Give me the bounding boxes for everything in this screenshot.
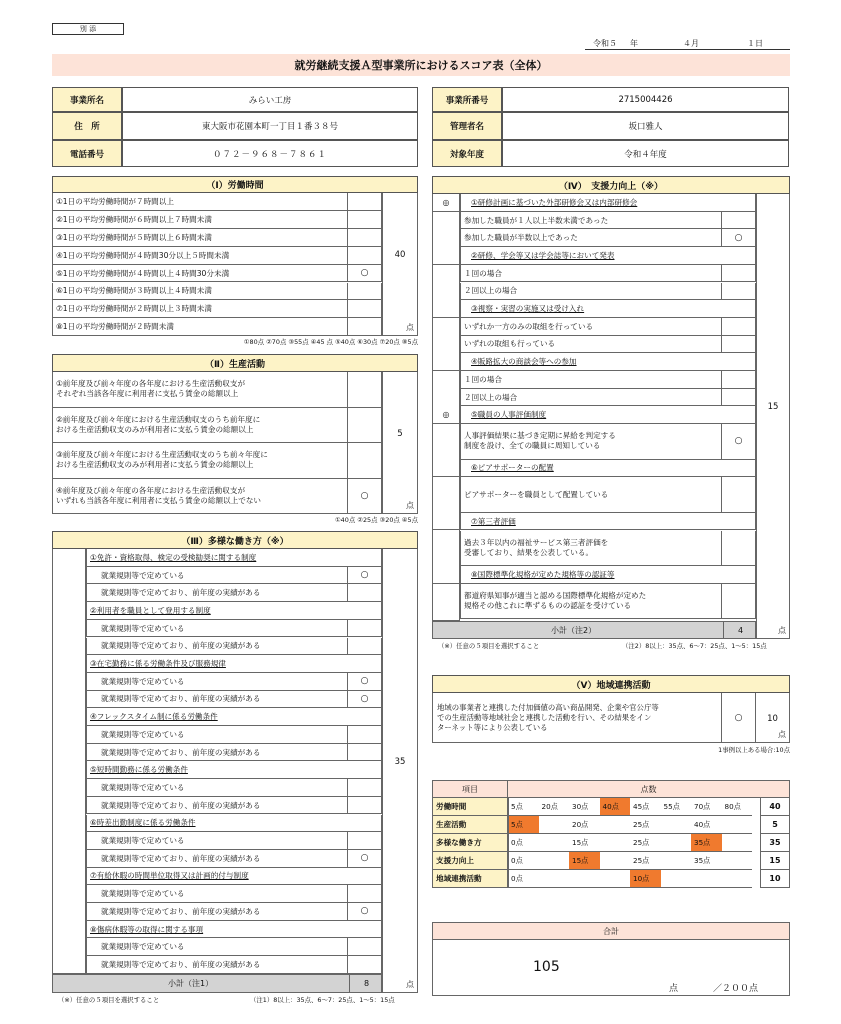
matrix-cell bbox=[722, 834, 753, 852]
page-title: 就労継続支援Ａ型事業所におけるスコア表（全体） bbox=[52, 54, 790, 76]
s5-text-line: での生産活動等地域社会と連携した活動を行い、その結果をイン bbox=[437, 713, 652, 722]
s4-head-mark bbox=[432, 353, 460, 371]
s2-item-line: それぞれ当該各年度に利用者に支払う賃金の総額以上 bbox=[56, 389, 239, 399]
year-value: 令和４年度 bbox=[502, 140, 789, 167]
s3-mark bbox=[348, 779, 382, 797]
s2-item-line: ③前年度及び前々年度における生産活動収支のうち前々年度に bbox=[56, 450, 268, 460]
s4-big-text bbox=[460, 531, 722, 567]
mgr-label: 管理者名 bbox=[432, 112, 502, 140]
s3-subtotal-label: 小計（注1） bbox=[168, 979, 214, 988]
s4-row: ２回以上の場合 bbox=[460, 283, 722, 301]
s1-mark bbox=[348, 211, 382, 229]
matrix-row-total: 10 bbox=[760, 870, 790, 888]
s2-mark bbox=[348, 443, 382, 479]
matrix-cell: 15点 bbox=[569, 852, 600, 870]
s4-mark bbox=[722, 389, 756, 407]
s3-group-head: ⑦有給休暇の時間単位取得又は計画的付与制度 bbox=[86, 868, 382, 886]
s4-note-right: （注2）8以上：35点、6～7：25点、1～5：15点 bbox=[622, 642, 767, 650]
s4-score-cell bbox=[756, 194, 790, 639]
s1-unit: 点 bbox=[406, 323, 414, 332]
matrix-cell: 5点 bbox=[508, 816, 539, 834]
s4-big-text-line: 人事評価結果に基づき定期に昇給を判定する bbox=[464, 431, 616, 441]
matrix-cell: 40点 bbox=[691, 816, 722, 834]
matrix-cell: 20点 bbox=[539, 798, 570, 816]
matrix-cell: 15点 bbox=[569, 834, 600, 852]
matrix-cell bbox=[539, 852, 570, 870]
s3-mark bbox=[348, 956, 382, 974]
matrix-cell bbox=[569, 870, 600, 888]
s4-group-head: ③視察・実習の実施又は受け入れ bbox=[460, 300, 756, 318]
matrix-row-label: 労働時間 bbox=[432, 798, 508, 816]
matrix-divider bbox=[508, 798, 509, 888]
s1-item: ⑥1日の平均労働時間が３時間以上４時間未満 bbox=[52, 283, 348, 301]
s1-item: ②1日の平均労働時間が６時間以上７時間未満 bbox=[52, 211, 348, 229]
s4-head-mark: ◎ bbox=[432, 406, 460, 424]
matrix-cell: 0点 bbox=[508, 870, 539, 888]
s3-mark: ○ bbox=[348, 691, 382, 709]
s3-group-head: ③在宅勤務に係る労働条件及び服務規律 bbox=[86, 655, 382, 673]
s5-unit: 点 bbox=[778, 730, 786, 739]
s2-mark bbox=[348, 408, 382, 444]
s3-row: 就業規則等で定めており、前年度の実績がある bbox=[86, 638, 348, 656]
s1-note: ①80点 ②70点 ③55点 ④45 点 ⑤40点 ⑥30点 ⑦20点 ⑧5点 bbox=[243, 338, 418, 346]
matrix-cell: 55点 bbox=[661, 798, 692, 816]
s4-head-mark bbox=[432, 566, 460, 584]
matrix-cell: 80点 bbox=[722, 798, 753, 816]
s4-subtotal-row bbox=[432, 621, 756, 639]
s3-mark bbox=[348, 797, 382, 815]
year-label: 対象年度 bbox=[432, 140, 502, 167]
s5-score-cell bbox=[756, 693, 790, 743]
s1-title: （Ⅰ）労働時間 bbox=[52, 176, 418, 193]
s1-item: ①1日の平均労働時間が７時間以上 bbox=[52, 193, 348, 211]
s3-row: 就業規則等で定めている bbox=[86, 779, 348, 797]
matrix-cell bbox=[722, 870, 753, 888]
matrix-row-total: 40 bbox=[760, 798, 790, 816]
s1-mark bbox=[348, 193, 382, 211]
matrix-cell bbox=[661, 870, 692, 888]
s5-text-line: 地域の事業者と連携した付加価値の高い商品開発、企業や官公庁等 bbox=[437, 703, 659, 712]
score-matrix bbox=[432, 780, 790, 888]
total-unit: 点 bbox=[669, 984, 679, 994]
s3-mark bbox=[348, 584, 382, 602]
s2-item bbox=[52, 443, 348, 479]
matrix-cell: 70点 bbox=[691, 798, 722, 816]
s3-mark: ○ bbox=[348, 567, 382, 585]
s3-row: 就業規則等で定めている bbox=[86, 726, 348, 744]
s3-row: 就業規則等で定めており、前年度の実績がある bbox=[86, 850, 348, 868]
s3-row: 就業規則等で定めている bbox=[86, 885, 348, 903]
date-day: １日 bbox=[747, 39, 763, 48]
s4-big-text-line: 過去３年以内の福祉サービス第三者評価を bbox=[464, 537, 609, 547]
s3-title: （Ⅲ）多様な働き方（※） bbox=[52, 531, 418, 549]
s1-item: ④1日の平均労働時間が４時間30分以上５時間未満 bbox=[52, 247, 348, 265]
s2-item-line: おける生産活動収支のみが利用者に支払う賃金の総額以上 bbox=[56, 460, 254, 470]
s2-item-line: いずれも当該各年度に利用者に支払う賃金の総額以上でない bbox=[56, 495, 262, 505]
date-line bbox=[585, 38, 790, 50]
matrix-row-label: 支援力向上 bbox=[432, 852, 508, 870]
s4-mark bbox=[722, 371, 756, 389]
addr-label: 住 所 bbox=[52, 112, 122, 140]
s2-score: 5 bbox=[397, 429, 403, 439]
s3-mark bbox=[348, 638, 382, 656]
date-era: 令和５ bbox=[593, 39, 617, 48]
s3-mark bbox=[348, 885, 382, 903]
s4-mark bbox=[722, 212, 756, 230]
s4-head-mark bbox=[432, 247, 460, 265]
s5-mark: ○ bbox=[722, 693, 756, 743]
no-value: 2715004426 bbox=[502, 87, 789, 112]
matrix-cell bbox=[722, 816, 753, 834]
s3-mark bbox=[348, 744, 382, 762]
s4-big-text-line: 規格その他これに準ずるものの認証を受けている bbox=[464, 600, 632, 610]
s2-score-cell bbox=[382, 372, 418, 514]
s4-row: ２回以上の場合 bbox=[460, 389, 722, 407]
s2-item bbox=[52, 372, 348, 408]
matrix-cell: 0点 bbox=[508, 834, 539, 852]
s3-group-head: ②利用者を職員として登用する制度 bbox=[86, 602, 382, 620]
s4-big-text-line: 都道府県知事が適当と認める国際標準化規格が定めた bbox=[464, 590, 647, 600]
matrix-cell bbox=[539, 816, 570, 834]
s1-score-cell bbox=[382, 193, 418, 336]
s4-head-mark bbox=[432, 460, 460, 478]
matrix-cell: 40点 bbox=[600, 798, 631, 816]
s3-row: 就業規則等で定めている bbox=[86, 567, 348, 585]
tel-label: 電話番号 bbox=[52, 140, 122, 167]
matrix-head-item: 項目 bbox=[432, 780, 508, 798]
s3-mark: ○ bbox=[348, 903, 382, 921]
s3-row: 就業規則等で定めており、前年度の実績がある bbox=[86, 903, 348, 921]
tel-value: ０７２－９６８－７８６１ bbox=[122, 140, 418, 167]
s1-mark: ○ bbox=[348, 265, 382, 283]
s4-title: （Ⅳ） 支援力向上（※） bbox=[432, 176, 790, 194]
s3-score-cell bbox=[382, 549, 418, 993]
s3-group-head: ⑧傷病休暇等の取得に関する事項 bbox=[86, 921, 382, 939]
s4-mark: ○ bbox=[722, 229, 756, 247]
s3-row: 就業規則等で定めている bbox=[86, 832, 348, 850]
s4-big-text bbox=[460, 477, 722, 513]
total-max: ／２００点 bbox=[713, 984, 759, 994]
s4-big-text-line: 受審しており、結果を公表している。 bbox=[464, 547, 594, 557]
matrix-cell bbox=[539, 870, 570, 888]
s3-group-head: ⑤短時間勤務に係る労働条件 bbox=[86, 761, 382, 779]
matrix-cell bbox=[691, 870, 722, 888]
s3-group-head: ⑥時差出勤制度に係る労働条件 bbox=[86, 815, 382, 833]
s1-mark bbox=[348, 229, 382, 247]
s4-row: １回の場合 bbox=[460, 371, 722, 389]
s4-score: 15 bbox=[767, 402, 779, 412]
s4-group-head: ④販路拡大の商談会等への参加 bbox=[460, 353, 756, 371]
matrix-row-total: 5 bbox=[760, 816, 790, 834]
s1-mark bbox=[348, 283, 382, 301]
s2-note: ①40点 ②25点 ③20点 ④5点 bbox=[334, 516, 418, 524]
s1-item: ⑤1日の平均労働時間が４時間以上４時間30分未満 bbox=[52, 265, 348, 283]
s4-group-head: ①研修計画に基づいた外部研修会又は内部研修会 bbox=[460, 194, 756, 212]
s2-title: （Ⅱ）生産活動 bbox=[52, 354, 418, 372]
matrix-cell bbox=[661, 816, 692, 834]
matrix-cell bbox=[722, 852, 753, 870]
matrix-cell bbox=[539, 834, 570, 852]
s4-subtotal-label: 小計（注2） bbox=[551, 626, 597, 635]
s3-note-left: （※）任意の５項目を選択すること bbox=[58, 996, 160, 1004]
s4-big-text-line: ピアサポーターを職員として配置している bbox=[464, 489, 609, 499]
matrix-head-points: 点数 bbox=[508, 780, 790, 798]
s2-unit: 点 bbox=[406, 501, 414, 510]
matrix-cell: 35点 bbox=[691, 834, 722, 852]
date-year: 年 bbox=[630, 39, 638, 48]
matrix-row-total: 35 bbox=[760, 834, 790, 852]
s2-mark bbox=[348, 372, 382, 408]
s4-head-mark bbox=[432, 300, 460, 318]
s5-title: （Ⅴ）地域連携活動 bbox=[432, 675, 790, 693]
addr-value: 東大阪市花園本町一丁目１番３８号 bbox=[122, 112, 418, 140]
s3-row: 就業規則等で定めており、前年度の実績がある bbox=[86, 584, 348, 602]
matrix-cell: 25点 bbox=[630, 834, 661, 852]
s3-note-right: （注1）8以上：35点、6～7：25点、1～5：15点 bbox=[250, 996, 395, 1004]
s4-group-head: ②研修、学会等又は学会誌等において発表 bbox=[460, 247, 756, 265]
s3-mark bbox=[348, 726, 382, 744]
matrix-row-total: 15 bbox=[760, 852, 790, 870]
total-label: 合計 bbox=[433, 923, 789, 940]
s3-mark bbox=[348, 620, 382, 638]
name-value: みらい工房 bbox=[122, 87, 418, 112]
s5-score: 10 bbox=[767, 714, 778, 724]
s4-row: 参加した職員が半数以上であった bbox=[460, 229, 722, 247]
s4-mark bbox=[722, 265, 756, 283]
s2-item-line: おける生産活動収支のみが利用者に支払う賃金の総額以上 bbox=[56, 424, 254, 434]
s5-text-line: ターネット等により公表している bbox=[437, 723, 548, 732]
matrix-cell bbox=[661, 834, 692, 852]
s4-big-text-line: 制度を設け、全ての職員に周知している bbox=[464, 441, 601, 451]
s3-mark bbox=[348, 832, 382, 850]
s1-mark bbox=[348, 318, 382, 336]
s4-mark bbox=[722, 584, 756, 620]
matrix-cell bbox=[661, 852, 692, 870]
total-box bbox=[432, 922, 790, 996]
total-value: 105 bbox=[533, 959, 560, 975]
s3-score: 35 bbox=[394, 757, 406, 767]
matrix-cell: 30点 bbox=[569, 798, 600, 816]
name-label: 事業所名 bbox=[52, 87, 122, 112]
s4-group-head: ⑤職員の人事評価制度 bbox=[460, 406, 756, 424]
matrix-cell: 25点 bbox=[630, 852, 661, 870]
s4-mark bbox=[722, 283, 756, 301]
s4-big-text bbox=[460, 584, 722, 620]
s3-row: 就業規則等で定めている bbox=[86, 673, 348, 691]
s3-subtotal: 8 bbox=[349, 975, 383, 992]
s4-mark bbox=[722, 531, 756, 567]
matrix-cell: 20点 bbox=[569, 816, 600, 834]
s4-mark: ○ bbox=[722, 424, 756, 460]
s3-row: 就業規則等で定めており、前年度の実績がある bbox=[86, 744, 348, 762]
s3-row: 就業規則等で定めており、前年度の実績がある bbox=[86, 797, 348, 815]
matrix-cell: 25点 bbox=[630, 816, 661, 834]
s3-unit: 点 bbox=[406, 980, 414, 989]
s4-unit: 点 bbox=[778, 626, 786, 635]
s4-head-mark bbox=[432, 513, 460, 531]
s2-item bbox=[52, 479, 348, 515]
matrix-row-label: 生産活動 bbox=[432, 816, 508, 834]
s3-mark: ○ bbox=[348, 850, 382, 868]
s2-mark: ○ bbox=[348, 479, 382, 515]
matrix-cell: 0点 bbox=[508, 852, 539, 870]
s4-group-head: ⑥ピアサポーターの配置 bbox=[460, 460, 756, 478]
no-label: 事業所番号 bbox=[432, 87, 502, 112]
s4-subtotal: 4 bbox=[723, 622, 757, 638]
s4-mark bbox=[722, 477, 756, 513]
s1-item: ⑦1日の平均労働時間が２時間以上３時間未満 bbox=[52, 300, 348, 318]
s2-item-line: ①前年度及び前々年度の各年度における生産活動収支が bbox=[56, 379, 246, 389]
s4-row: いずれの取組も行っている bbox=[460, 336, 722, 354]
matrix-cell: 5点 bbox=[508, 798, 539, 816]
s2-item-line: ④前年度及び前々年度の各年度における生産活動収支が bbox=[56, 485, 246, 495]
s4-row: いずれか一方のみの取組を行っている bbox=[460, 318, 722, 336]
s4-group-head: ⑦第三者評価 bbox=[460, 513, 756, 531]
s4-mark bbox=[722, 336, 756, 354]
s4-row: 参加した職員が１人以上半数未満であった bbox=[460, 212, 722, 230]
matrix-cell bbox=[600, 816, 631, 834]
s4-group-head: ⑧国際標準化規格が定めた規格等の認証等 bbox=[460, 566, 756, 584]
s4-head-mark: ◎ bbox=[432, 194, 460, 212]
mgr-value: 坂口雅人 bbox=[502, 112, 789, 140]
s4-row: １回の場合 bbox=[460, 265, 722, 283]
matrix-cell: 35点 bbox=[691, 852, 722, 870]
matrix-cell bbox=[600, 834, 631, 852]
s2-item bbox=[52, 408, 348, 444]
s3-subtotal-row bbox=[52, 974, 382, 993]
s4-big-text bbox=[460, 424, 722, 460]
matrix-cell bbox=[600, 870, 631, 888]
s3-left-gutter bbox=[52, 549, 86, 974]
s1-score: 40 bbox=[394, 250, 406, 260]
s4-mark bbox=[722, 318, 756, 336]
s1-mark bbox=[348, 300, 382, 318]
matrix-row-label: 多様な働き方 bbox=[432, 834, 508, 852]
s5-text bbox=[432, 693, 722, 743]
matrix-cell: 45点 bbox=[630, 798, 661, 816]
s1-item: ③1日の平均労働時間が５時間以上６時間未満 bbox=[52, 229, 348, 247]
s3-row: 就業規則等で定めており、前年度の実績がある bbox=[86, 691, 348, 709]
s1-mark bbox=[348, 247, 382, 265]
s3-group-head: ④フレックスタイム制に係る労働条件 bbox=[86, 708, 382, 726]
s3-row: 就業規則等で定めており、前年度の実績がある bbox=[86, 956, 348, 974]
s2-item-line: ②前年度及び前々年度における生産活動収支のうち前年度に bbox=[56, 414, 261, 424]
matrix-cell: 10点 bbox=[630, 870, 661, 888]
s3-row: 就業規則等で定めている bbox=[86, 938, 348, 956]
date-month: ４月 bbox=[683, 39, 699, 48]
s4-note-left: （※）任意の５項目を選択すること bbox=[438, 642, 540, 650]
s5-note: 1事例以上ある場合:10点 bbox=[718, 746, 790, 754]
s3-mark: ○ bbox=[348, 673, 382, 691]
matrix-row-label: 地域連携活動 bbox=[432, 870, 508, 888]
matrix-cell bbox=[600, 852, 631, 870]
s1-item: ⑧1日の平均労働時間が２時間未満 bbox=[52, 318, 348, 336]
s3-mark bbox=[348, 938, 382, 956]
beppu-label: 別 添 bbox=[52, 23, 124, 35]
s3-group-head: ①免許・資格取得、検定の受検勧奨に関する制度 bbox=[86, 549, 382, 567]
s3-row: 就業規則等で定めている bbox=[86, 620, 348, 638]
